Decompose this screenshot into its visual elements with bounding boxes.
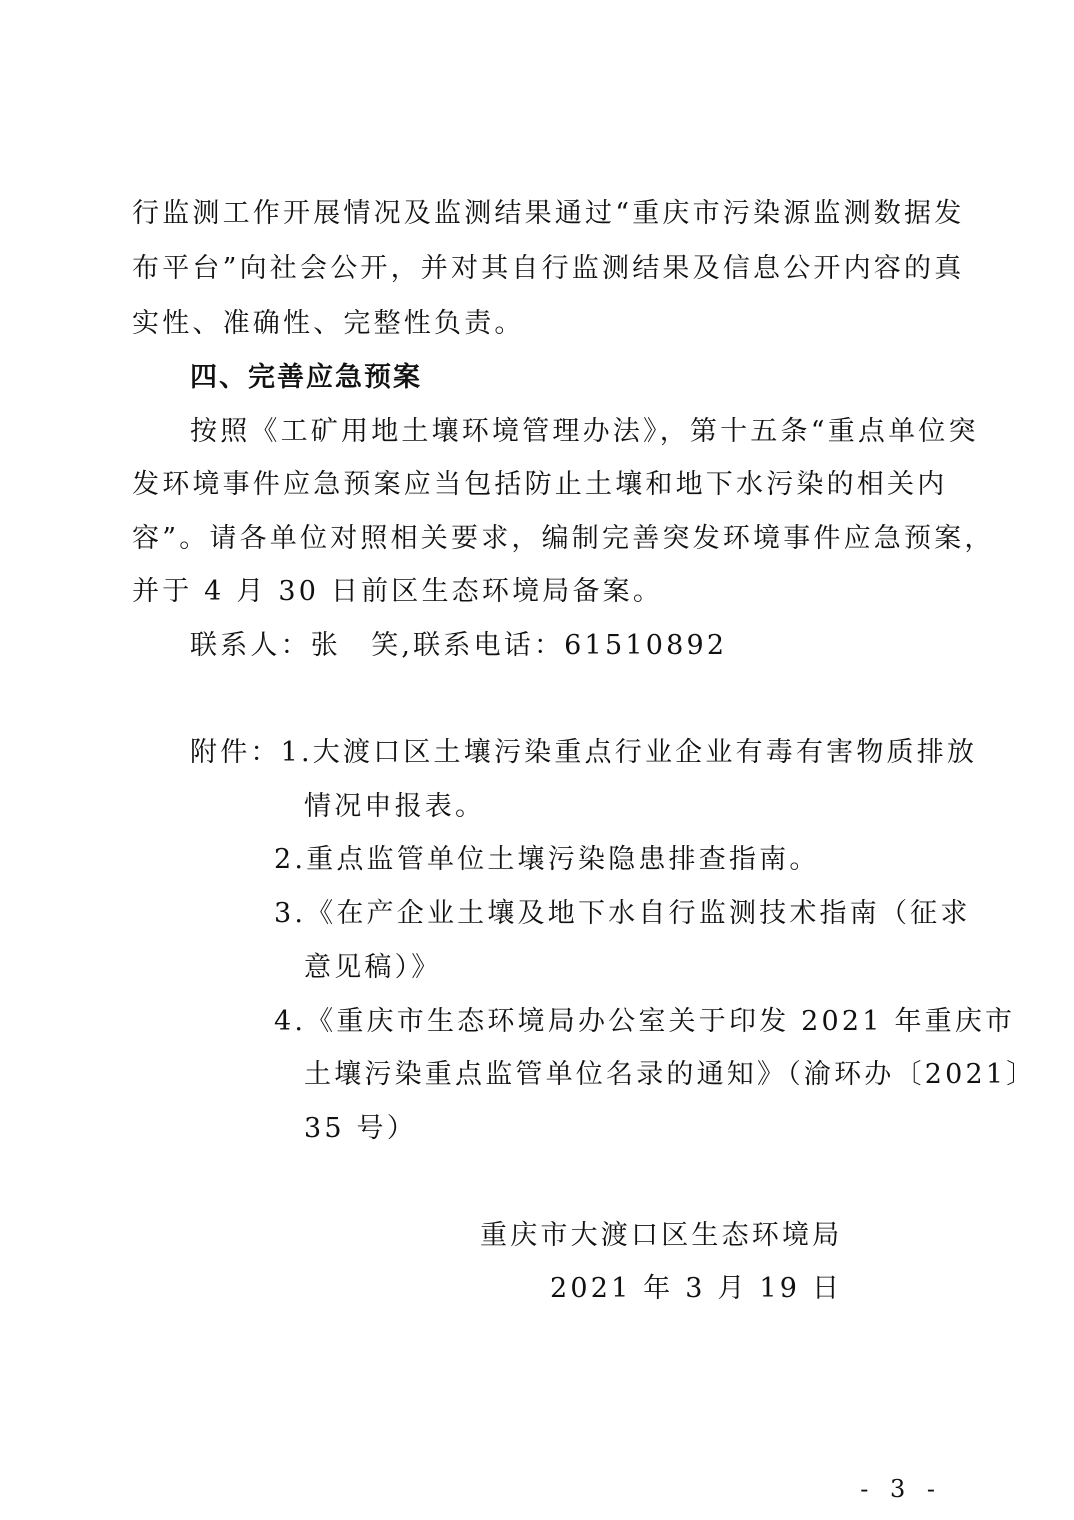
attachment-line: 意见稿）》 — [304, 952, 442, 983]
paragraph-line: 行监测工作开展情况及监测结果通过“重庆市污染源监测数据发 — [132, 198, 965, 229]
section-heading: 四、完善应急预案 — [190, 362, 422, 393]
attachment-line: 3.《在产企业土壤及地下水自行监测技术指南（征求 — [274, 898, 971, 929]
signature-date: 2021 年 3 月 19 日 — [550, 1273, 843, 1304]
attachment-line: 附件：1.大渡口区土壤污染重点行业企业有毒有害物质排放 — [190, 737, 978, 768]
paragraph-line: 并于 4 月 30 日前区生态环境局备案。 — [132, 576, 664, 607]
paragraph-line: 实性、准确性、完整性负责。 — [132, 308, 525, 339]
attachment-line: 35 号） — [304, 1113, 417, 1144]
attachment-line: 4.《重庆市生态环境局办公室关于印发 2021 年重庆市 — [274, 1006, 1016, 1037]
attachment-line: 2.重点监管单位土壤污染隐患排查指南。 — [274, 844, 820, 875]
signature-organization: 重庆市大渡口区生态环境局 — [480, 1220, 843, 1251]
paragraph-line: 按照《工矿用地土壤环境管理办法》，第十五条“重点单位突 — [190, 416, 979, 447]
attachment-line: 土壤污染重点监管单位名录的通知》（渝环办〔2021〕 — [304, 1059, 1037, 1090]
paragraph-line: 容”。请各单位对照相关要求，编制完善突发环境事件应急预案， — [132, 523, 995, 554]
paragraph-line: 发环境事件应急预案应当包括防止土壤和地下水污染的相关内 — [132, 469, 948, 500]
attachment-line: 情况申报表。 — [304, 791, 486, 822]
paragraph-line: 布平台”向社会公开，并对其自行监测结果及信息公开内容的真 — [132, 253, 965, 284]
page-number: - 3 - — [860, 1475, 942, 1503]
contact-line: 联系人：张 笑,联系电话：61510892 — [190, 630, 728, 661]
